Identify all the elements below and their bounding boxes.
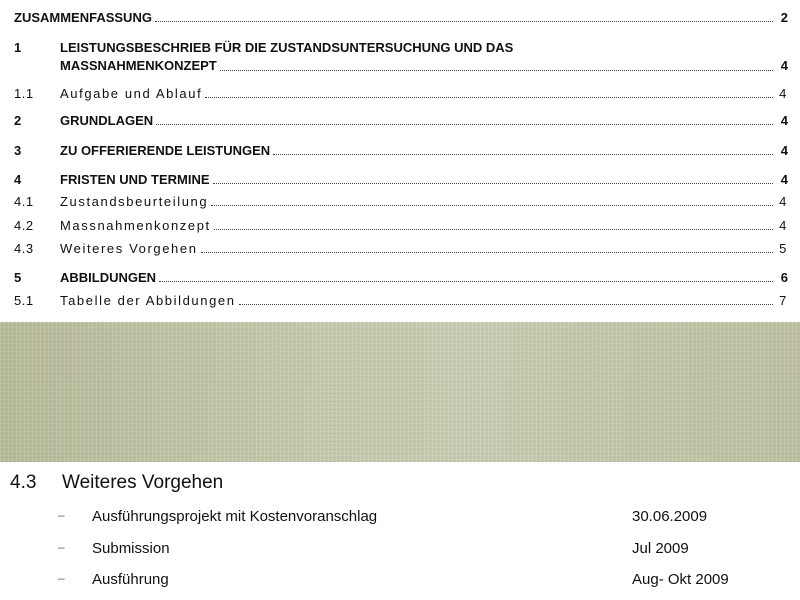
item-date: Aug- Okt 2009 — [632, 571, 729, 588]
toc-number: 4 — [14, 172, 22, 187]
toc-title-line2: MASSNAHMENKONZEPT — [60, 58, 217, 73]
toc-entry-4-3[interactable] — [14, 241, 788, 256]
list-item — [0, 508, 800, 528]
toc-leader — [239, 304, 773, 305]
toc-page: 4 — [779, 194, 788, 209]
textured-background-band — [0, 322, 800, 462]
toc-number: 4.1 — [14, 194, 34, 209]
section-title: Weiteres Vorgehen — [62, 472, 224, 493]
toc-entry-1[interactable] — [14, 39, 788, 75]
toc-title: ZU OFFERIERENDE LEISTUNGEN — [60, 143, 271, 158]
toc-page: 4 — [779, 218, 788, 233]
toc-title: Zustandsbeurteilung — [60, 194, 209, 209]
toc-number: 5.1 — [14, 293, 34, 308]
toc-number: 4.3 — [14, 241, 34, 256]
toc-entry-5[interactable] — [14, 270, 788, 285]
toc-leader — [156, 124, 773, 125]
toc-entry-3[interactable] — [14, 143, 788, 158]
toc-page: 4 — [780, 113, 788, 128]
toc-number: 1 — [14, 40, 22, 55]
toc-entry-4[interactable] — [14, 172, 788, 187]
toc-entry-summary[interactable] — [14, 10, 788, 25]
toc-entry-4-1[interactable] — [14, 194, 788, 209]
toc-title: ABBILDUNGEN — [60, 270, 157, 285]
item-label: Ausführungsprojekt mit Kostenvoranschlag — [92, 508, 378, 525]
toc-number: 5 — [14, 270, 22, 285]
list-item — [0, 540, 800, 560]
item-date: Jul 2009 — [632, 540, 689, 557]
toc-page: 4 — [780, 172, 788, 187]
dash-bullet: – — [58, 540, 65, 554]
toc-leader — [155, 21, 773, 22]
toc-leader — [211, 205, 773, 206]
toc-title-line1: LEISTUNGSBESCHRIEB FÜR DIE ZUSTANDSUNTERSUCHUNG UND DAS — [60, 40, 514, 55]
toc-leader — [214, 229, 773, 230]
toc-page: 2 — [780, 10, 788, 25]
toc-title: Tabelle der Abbildungen — [60, 293, 236, 308]
toc-number: 4.2 — [14, 218, 34, 233]
toc-leader — [220, 70, 773, 71]
toc-page: 4 — [779, 86, 788, 101]
item-label: Ausführung — [92, 571, 169, 588]
toc-leader — [201, 252, 773, 253]
toc-page: 7 — [779, 293, 788, 308]
dash-bullet: – — [58, 571, 65, 585]
section-weiteres-vorgehen — [0, 462, 800, 600]
toc-leader — [159, 281, 773, 282]
toc-entry-4-2[interactable] — [14, 218, 788, 233]
toc-entry-5-1[interactable] — [14, 293, 788, 308]
toc-page: 5 — [779, 241, 788, 256]
item-label: Submission — [92, 540, 170, 557]
toc-title: Aufgabe und Ablauf — [60, 86, 203, 101]
toc-title: ZUSAMMENFASSUNG — [14, 10, 152, 25]
toc-title: FRISTEN UND TERMINE — [60, 172, 210, 187]
toc-leader — [273, 154, 773, 155]
toc-leader — [205, 97, 773, 98]
list-item — [0, 571, 800, 591]
toc-page: 4 — [780, 143, 788, 158]
toc-page: 4 — [780, 58, 788, 73]
dash-bullet: – — [58, 508, 65, 522]
toc-title: GRUNDLAGEN — [60, 113, 154, 128]
toc-leader — [213, 183, 774, 184]
toc-number: 1.1 — [14, 86, 34, 101]
section-heading — [10, 472, 223, 494]
toc-entry-2[interactable] — [14, 113, 788, 128]
toc-title: Weiteres Vorgehen — [60, 241, 198, 256]
section-number: 4.3 — [10, 472, 37, 493]
item-date: 30.06.2009 — [632, 508, 708, 525]
toc-number: 3 — [14, 143, 22, 158]
toc-entry-1-1[interactable] — [14, 86, 788, 101]
toc-title: Massnahmenkonzept — [60, 218, 211, 233]
toc-number: 2 — [14, 113, 22, 128]
toc-page: 6 — [780, 270, 788, 285]
